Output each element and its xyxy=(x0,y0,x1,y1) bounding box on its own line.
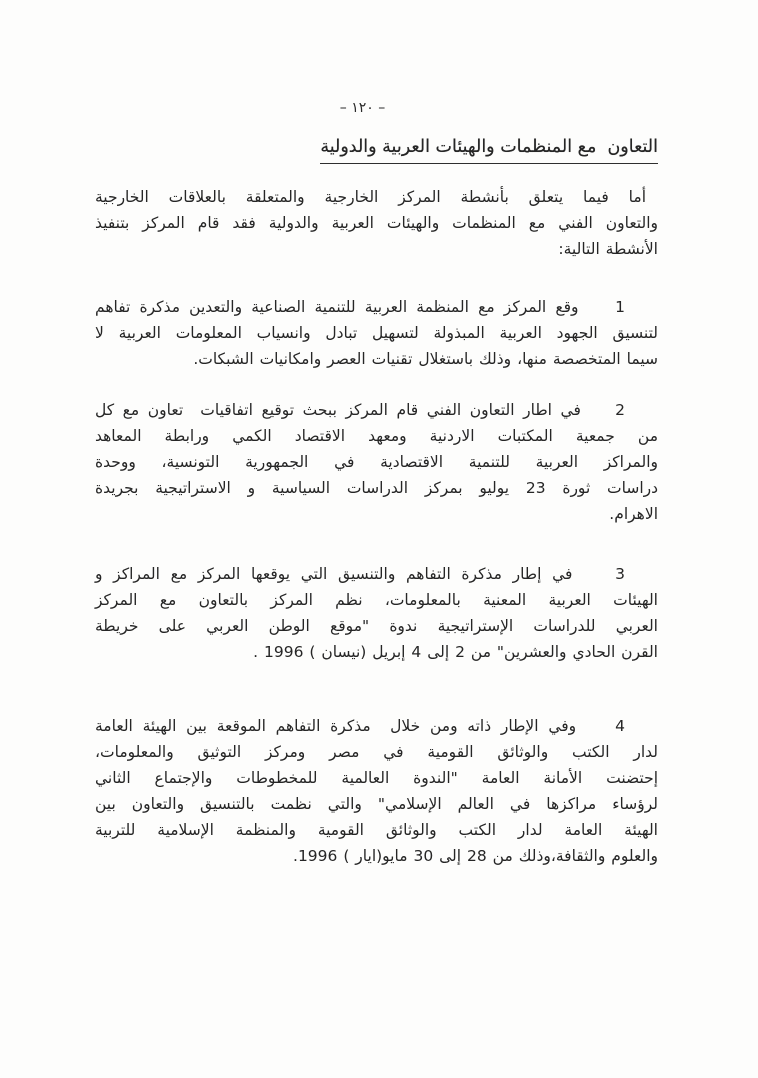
text-line: سيما المتخصصة منها، وذلك باستغلال تقنيات العصر وامكانيات الشبكات. xyxy=(193,350,658,368)
text-line: لرؤساء مراكزها في العالم الإسلامي" والتي نظمت بالتنسيق والتعاون بين xyxy=(95,795,658,813)
text-line: القرن الحادي والعشرين" من 2 إلى 4 إبريل (نيسان ) 1996 . xyxy=(253,643,658,661)
text-line: لتنسيق الجهود العربية المبذولة لتسهيل تبادل وانسياب المعلومات العربية لا xyxy=(95,324,658,342)
text-line: لدار الكتب والوثائق القومية في مصر ومركز التوثيق والمعلومات، xyxy=(95,743,658,761)
page-number: – ١٢٠ – xyxy=(339,100,386,116)
text-line: 3 في إطار مذكرة التفاهم والتنسيق التي يوقعها المركز مع المراكز و xyxy=(95,565,625,583)
list-item xyxy=(95,561,658,665)
text-line: الهيئات العربية المعنية بالمعلومات، نظم المركز بالتعاون مع المركز xyxy=(95,591,658,609)
title-row xyxy=(95,137,658,164)
text-line: والعلوم والثقافة،وذلك من 28 إلى 30 مايو(ايار ) 1996. xyxy=(293,847,658,865)
text-line: أما فيما يتعلق بأنشطة المركز الخارجية والمتعلقة بالعلاقات الخارجية xyxy=(95,188,646,206)
text-line: العربي للدراسات الإستراتيجية ندوة "موقع الوطن العربي على خريطة xyxy=(95,617,658,635)
text-line: من جمعية المكتبات الاردنية ومعهد الاقتصاد الكمي ورابطة المعاهد xyxy=(95,427,658,445)
list-item xyxy=(95,294,658,372)
list-item xyxy=(95,713,658,869)
text-line: الاهرام. xyxy=(609,505,658,523)
text-line: والمراكز العربية للتنمية الاقتصادية في الجمهورية التونسية، ووحدة xyxy=(95,453,658,471)
text-line: والتعاون الفني مع المنظمات والهيئات العربية والدولية فقد قام المركز بتنفيذ xyxy=(95,214,658,232)
text-line: الهيئة العامة لدار الكتب والوثائق القومية والمنظمة الإسلامية للتربية xyxy=(95,821,658,839)
text-line: 1 وقع المركز مع المنظمة العربية للتنمية الصناعية والتعدين مذكرة تفاهم xyxy=(95,298,625,316)
page-title: التعاون مع المنظمات والهيئات العربية والدولية xyxy=(320,137,658,164)
text-line: 4 وفي الإطار ذاته ومن خلال مذكرة التفاهم الموقعة بين الهيئة العامة xyxy=(95,717,625,735)
text-line: 2 في اطار التعاون الفني قام المركز ببحث توقيع اتفاقيات تعاون مع كل xyxy=(95,401,625,419)
list-item xyxy=(95,397,658,527)
page-content xyxy=(0,100,758,869)
text-line: إحتضنت الأمانة العامة "الندوة العالمية للمخطوطات والإجتماع الثاني xyxy=(95,769,658,787)
intro-paragraph xyxy=(95,184,658,262)
numbered-list xyxy=(95,294,658,869)
text-line: دراسات ثورة 23 يوليو بمركز الدراسات السياسية و الاستراتيجية بجريدة xyxy=(95,479,659,497)
text-line: الأنشطة التالية: xyxy=(558,240,658,258)
